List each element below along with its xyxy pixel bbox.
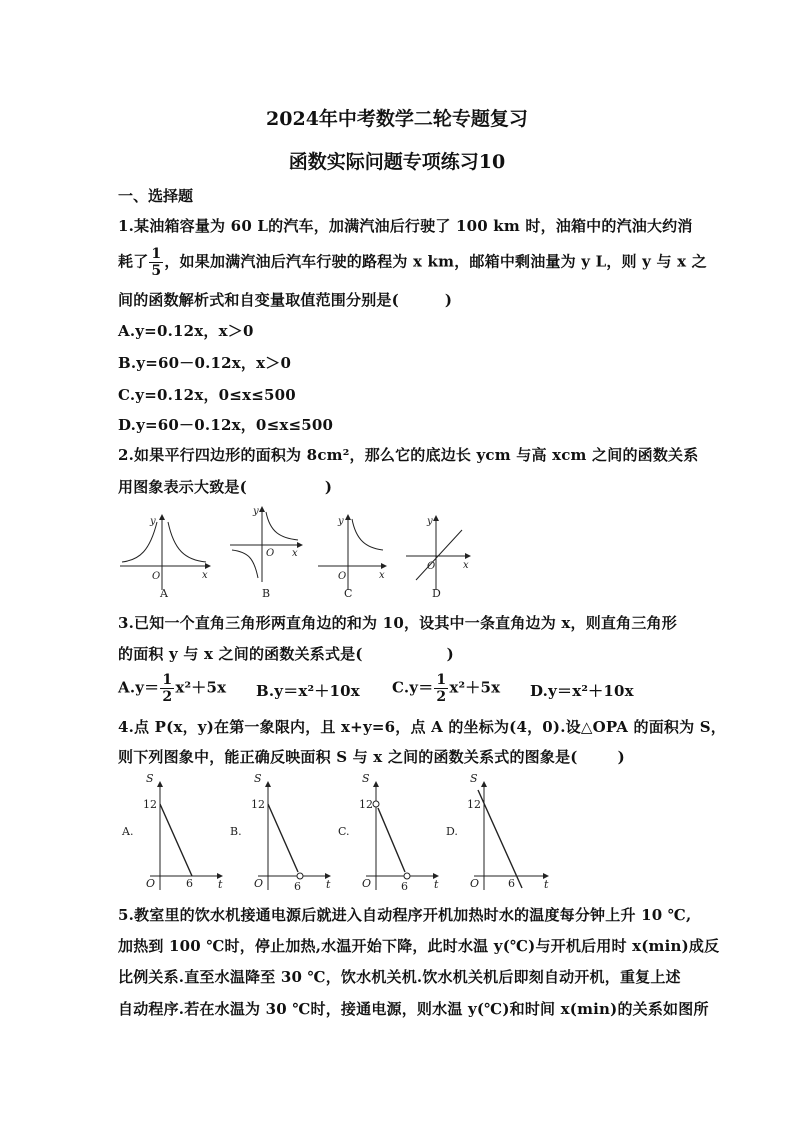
q1-line2-pre: 耗了 [118,252,149,271]
q4-c-xtick: 6 [401,880,408,893]
q4-line1: 4.点 P(x，y)在第一象限内，且 x+y=6，点 A 的坐标为(4，0).设△OPA 的面积为 S， [118,718,726,736]
q3-line2-end: ) [446,645,454,663]
q5-line1: 5.教室里的饮水机接通电源后就进入自动程序开机加热时水的温度每分钟上升 10 ℃, [118,906,692,924]
q2-b-xlabel: x [292,548,298,559]
q3-c-frac-den: 2 [436,689,447,705]
q3-option-b[interactable]: B.y＝x²＋10x [256,682,360,700]
q3-c-fraction [434,672,448,705]
section-heading: 一、选择题 [118,187,194,205]
q4-b-origin: O [254,877,264,890]
q1-option-c[interactable]: C.y=0.12x，0≤x≤500 [118,386,296,404]
q4-b-tlabel: t [326,878,331,891]
page-title: 2024年中考数学二轮专题复习 [266,108,528,130]
q1-frac-num: 1 [151,246,162,262]
q4-a-tlabel: t [218,878,223,891]
q4-line2-end: ) [617,748,625,766]
q4-d-tlabel: t [544,878,549,891]
q3-option-a[interactable] [118,672,226,705]
q3-a-fraction [160,672,174,705]
q2-line1: 2.如果平行四边形的面积为 8cm²，那么它的底边长 ycm 与高 xcm 之间的函数关系 [118,446,699,464]
q3-a-frac-den: 2 [162,689,173,705]
q4-a-origin: O [146,877,156,890]
page-subtitle: 函数实际问题专项练习10 [288,151,506,173]
q2-line2-end: ) [324,478,333,496]
q4-a-xtick: 6 [186,877,193,890]
q1-option-d[interactable]: D.y=60－0.12x，0≤x≤500 [118,416,334,434]
q4-graph-d[interactable] [474,782,548,890]
q4-graph-a[interactable] [150,782,222,890]
q4-d-slabel: S [470,772,478,785]
q3-line2-text: 的面积 y 与 x 之间的函数关系式是( [118,645,363,663]
q3-option-c[interactable] [392,672,500,705]
q2-a-ylabel: y [150,516,156,527]
q4-c-tlabel: t [434,878,439,891]
q2-c-xlabel: x [379,570,385,581]
q4-d-origin: O [470,877,480,890]
q3-a-post: x²＋5x [175,678,227,697]
q2-graph-d[interactable] [406,516,470,590]
q1-option-b[interactable]: B.y=60－0.12x，x＞0 [118,354,292,372]
q2-a-origin: O [152,571,161,582]
q1-line3-end: ) [444,291,453,309]
q1-option-a[interactable]: A.y=0.12x，x＞0 [118,322,254,340]
q4-d-ytick: 12 [467,798,481,811]
q3-line2 [118,643,454,664]
q3-line1: 3.已知一个直角三角形两直角边的和为 10，设其中一条直角边为 x，则直角三角形 [118,614,677,632]
q3-a-pre: A.y＝ [118,678,160,697]
q1-frac-den: 5 [151,263,162,279]
q2-d-ylabel: y [427,516,433,527]
q2-graph-a[interactable] [120,515,210,590]
q2-graph-b[interactable] [230,507,302,582]
q5-line3: 比例关系.直至水温降至 30 ℃，饮水机关机.饮水机关机后即刻自动开机，重复上述 [118,968,681,986]
q3-a-frac-num: 1 [162,672,173,688]
q4-b-ytick: 12 [251,798,265,811]
q2-a-xlabel: x [202,570,208,581]
q2-line2-text: 用图象表示大致是( [118,478,247,496]
q3-c-pre: C.y＝ [392,678,434,697]
q4-b-slabel: S [254,772,262,785]
q4-graph-c[interactable] [366,782,438,890]
q2-c-origin: O [338,571,347,582]
q5-line4: 自动程序.若在水温为 30 ℃时，接通电源，则水温 y(℃)和时间 x(min)的关系如图所 [118,1000,709,1018]
q2-b-origin: O [266,548,275,559]
q4-graph-b[interactable] [258,782,330,890]
q2-label-c: C [344,587,353,600]
q4-c-ytick: 12 [359,798,373,811]
q2-d-xlabel: x [463,560,469,571]
q4-d-xtick: 6 [508,877,515,890]
q2-label-d: D [432,587,441,600]
q4-label-c: C. [338,825,350,838]
q3-option-d[interactable]: D.y＝x²＋10x [530,682,634,700]
q4-a-slabel: S [146,772,154,785]
q4-line2 [118,746,625,767]
q4-b-xtick: 6 [294,880,301,893]
q3-c-post: x²＋5x [449,678,501,697]
q4-c-origin: O [362,877,372,890]
q4-c-slabel: S [362,772,370,785]
q4-label-b: B. [230,825,242,838]
q1-line3-text: 间的函数解析式和自变量取值范围分别是( [118,291,399,309]
q4-label-a: A. [122,825,134,838]
q2-label-b: B [262,587,271,600]
q4-label-d: D. [446,825,458,838]
q4-line2-text: 则下列图象中，能正确反映面积 S 与 x 之间的函数关系式的图象是( [118,748,578,766]
q2-graph-c[interactable] [318,515,386,590]
q5-line2: 加热到 100 ℃时，停止加热,水温开始下降，此时水温 y(℃)与开机后用时 x(min)成反 [118,937,720,955]
q4-a-ytick: 12 [143,798,157,811]
q1-line2-post: ，如果加满汽油后汽车行驶的路程为 x km，邮箱中剩油量为 y L，则 y 与 x 之 [164,252,707,271]
q2-b-ylabel: y [253,506,259,517]
q1-line1: 1.某油箱容量为 60 L的汽车，加满汽油后行驶了 100 km 时，油箱中的汽油大约消 [118,217,693,235]
q2-d-origin: O [427,561,436,572]
q3-c-frac-num: 1 [436,672,447,688]
q2-c-ylabel: y [338,516,344,527]
q2-label-a: A [160,587,168,600]
